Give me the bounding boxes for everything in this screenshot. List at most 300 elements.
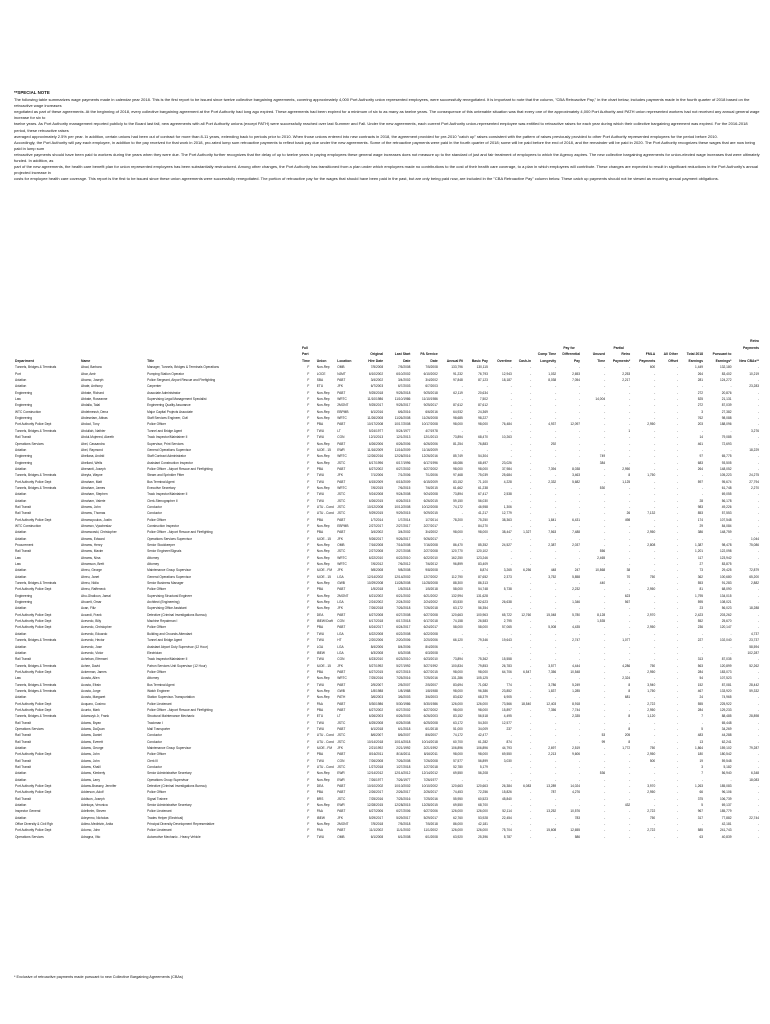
- table-cell: -: [604, 688, 606, 693]
- table-cell: -: [530, 574, 532, 579]
- table-cell: -: [701, 631, 704, 636]
- table-cell: 2/24/2002: [396, 600, 411, 605]
- table-cell: 6/27/2002: [396, 707, 411, 712]
- table-cell: -: [654, 739, 656, 744]
- table-cell: Adams, John: [81, 758, 100, 763]
- table-cell: 3,970: [647, 784, 656, 789]
- table-cell: PABT: [337, 479, 346, 484]
- table-cell: -: [604, 422, 606, 427]
- table-cell: 120,770: [451, 549, 463, 554]
- table-cell: Acevedo, Victor: [81, 650, 104, 655]
- table-cell: Machine Repairman I: [147, 619, 178, 624]
- table-cell: -: [676, 568, 678, 573]
- table-cell: -: [604, 828, 606, 833]
- table-cell: CON: [337, 758, 345, 763]
- table-cell: F: [307, 644, 310, 649]
- table-cell: F: [307, 485, 310, 490]
- table-cell: JSTC: [337, 765, 346, 770]
- table-cell: -: [629, 492, 631, 497]
- table-cell: 66,120: [453, 638, 463, 643]
- table-cell: Abbate, Richard: [81, 390, 104, 395]
- table-cell: 74,172: [453, 504, 463, 509]
- table-cell: -: [530, 441, 532, 446]
- table-cell: 762: [697, 416, 704, 421]
- table-cell: 23,852: [502, 688, 512, 693]
- table-cell: 9/26/2017: [423, 536, 438, 541]
- table-cell: F: [307, 409, 310, 414]
- table-cell: -: [510, 536, 512, 541]
- table-cell: Port Authority Police Dept: [15, 752, 52, 757]
- table-cell: 83,409: [478, 562, 488, 567]
- table-cell: Police Officer: [147, 669, 166, 674]
- table-cell: 8/4/2006: [370, 644, 384, 649]
- table-cell: -: [629, 796, 631, 801]
- table-cell: -: [555, 631, 557, 636]
- table-cell: -: [530, 416, 532, 421]
- table-cell: -: [654, 600, 656, 605]
- table-cell: -: [654, 562, 656, 567]
- table-cell: TWU: [316, 435, 325, 440]
- table-cell: Adderson, Adolf: [81, 790, 104, 795]
- table-cell: 3/4/2002: [398, 530, 411, 535]
- table-cell: 133,796: [451, 365, 463, 370]
- table-cell: 28: [699, 498, 704, 503]
- table-cell: -: [530, 815, 532, 820]
- table-cell: 10,263: [502, 435, 512, 440]
- table-cell: -: [530, 771, 532, 776]
- table-cell: 10/12/2008: [421, 504, 438, 509]
- table-cell: 2MONT: [337, 593, 349, 598]
- table-cell: JFK: [337, 663, 343, 668]
- table-cell: 3/6/2003: [398, 695, 411, 700]
- table-cell: -: [757, 669, 759, 674]
- table-cell: 102,287: [747, 650, 759, 655]
- table-cell: PAA: [316, 809, 323, 814]
- table-cell: F: [307, 612, 310, 617]
- table-cell: Engineering: [15, 460, 33, 465]
- table-cell: -: [629, 555, 631, 560]
- table-cell: 9/26/2017: [368, 536, 384, 541]
- table-cell: 3,786: [548, 682, 557, 687]
- table-cell: 6,083: [523, 784, 532, 789]
- table-cell: -: [530, 809, 532, 814]
- special-note-line: twelve years. As Port Authority management reported publicly to the Board last fall, new agreements with all Port Authority unions (except PATH) were successfully reached over last Summer and Fall. Under the new agreements, each current Port Authority union-represented employee was entitled to retroactive raises for each year during which their collective bargaining agreement was expired. For the 2016-2018 period, these retroactive raises: [14, 121, 748, 133]
- table-cell: -: [654, 568, 656, 573]
- table-cell: Aviation: [15, 815, 27, 820]
- table-cell: -: [604, 600, 606, 605]
- table-cell: 2,722: [647, 809, 656, 814]
- table-cell: PABT: [337, 612, 346, 617]
- table-cell: 56,208: [478, 771, 488, 776]
- table-cell: -: [676, 428, 678, 433]
- table-cell: JSTC: [337, 549, 346, 554]
- table-cell: 5/24/1977: [368, 428, 384, 433]
- table-cell: F: [307, 435, 310, 440]
- table-cell: Port Authority Police Dept: [15, 619, 52, 624]
- special-note-line: Accordingly, the Port Authority will pay each employee, in addition to the pay received for that work in 2018, pro-rated lump sum retroactive payments to reflect back pay due under the new agreements. Some of the retroactive payments were paid in the fourth quarter of 2018; some will be paid before the end of 2018, and the remainder will be paid in 2020. The Port Authority recognizes these wages that are now being paid in lump sum: [14, 139, 755, 151]
- table-cell: 2/5/2007: [425, 682, 438, 687]
- table-cell: 10/10/2002: [421, 784, 438, 789]
- table-cell: -: [530, 625, 532, 630]
- table-cell: 9/8/2008: [398, 568, 411, 573]
- table-cell: 783: [574, 815, 581, 820]
- table-cell: 2,950: [647, 707, 656, 712]
- table-cell: 56,518: [478, 714, 488, 719]
- table-cell: -: [604, 834, 606, 839]
- table-cell: 10/10/2002: [394, 784, 411, 789]
- table-cell: -: [757, 752, 759, 757]
- table-cell: Aviation: [15, 384, 27, 389]
- table-cell: CON: [337, 657, 345, 662]
- table-cell: 11/28/2008: [422, 581, 438, 586]
- table-cell: JFK: [337, 746, 343, 750]
- table-cell: 4,937: [548, 422, 557, 427]
- table-cell: -: [701, 485, 704, 490]
- table-cell: 162,250: [451, 555, 463, 560]
- table-cell: 87,612: [478, 403, 488, 408]
- table-cell: Adams, Daniel: [81, 733, 102, 738]
- table-cell: F: [307, 809, 310, 814]
- table-cell: PABT: [337, 701, 346, 706]
- table-cell: 24,275: [749, 473, 759, 478]
- table-cell: -: [676, 695, 678, 700]
- table-cell: 10,576: [570, 809, 581, 814]
- table-cell: Pumping Station Operator: [147, 371, 184, 376]
- table-cell: Rail Transit: [15, 765, 31, 770]
- table-cell: -: [757, 517, 759, 522]
- table-cell: 15,558: [502, 657, 512, 662]
- table-cell: -: [629, 834, 631, 839]
- table-cell: -: [604, 530, 606, 535]
- table-cell: -: [676, 752, 678, 757]
- table-cell: F: [307, 498, 310, 503]
- table-cell: 2/20/2006: [368, 638, 384, 643]
- header-differential: Differential: [562, 352, 581, 357]
- table-cell: Abdullah, Nathier: [81, 428, 106, 433]
- table-cell: Police Officer: [147, 517, 166, 522]
- table-cell: -: [579, 720, 581, 725]
- table-cell: 18,540: [521, 701, 532, 706]
- table-cell: -: [604, 809, 606, 814]
- table-cell: 19: [699, 758, 704, 763]
- table-cell: -: [530, 428, 532, 433]
- table-cell: JSTC: [337, 504, 346, 509]
- table-cell: -: [510, 733, 512, 738]
- table-cell: Port Authority Police Dept: [15, 587, 52, 592]
- table-cell: Tunnels, Bridges & Terminals: [15, 428, 57, 433]
- table-cell: -: [757, 562, 759, 567]
- table-cell: 11/10/1986: [394, 397, 411, 402]
- table-cell: Non-Rep: [316, 555, 330, 560]
- table-cell: Abuzeit, Omar: [81, 600, 102, 605]
- table-cell: 6/10/2002: [396, 371, 411, 376]
- table-cell: -: [629, 707, 631, 712]
- table-cell: 51,000: [453, 726, 463, 731]
- table-cell: 105,223: [719, 473, 732, 478]
- table-cell: F: [307, 403, 310, 408]
- table-cell: -: [654, 650, 656, 655]
- table-cell: 7/16/2008: [396, 543, 411, 547]
- table-cell: 7/6/2012: [370, 562, 384, 567]
- table-cell: 203,262: [719, 612, 732, 617]
- table-cell: 585: [697, 828, 704, 833]
- table-cell: 23,026: [502, 460, 512, 465]
- table-cell: 3/6/2003: [370, 695, 384, 700]
- table-cell: Abellana, Andrid: [81, 454, 105, 459]
- table-cell: 8/4/2006: [425, 644, 438, 649]
- header-all-other: All Other: [663, 352, 678, 357]
- table-cell: Senior Stockkeeper: [147, 543, 175, 547]
- table-cell: -: [530, 746, 532, 750]
- table-cell: -: [654, 447, 656, 452]
- table-cell: -: [579, 581, 581, 586]
- table-cell: -: [676, 638, 678, 643]
- table-cell: 97,848: [453, 378, 463, 383]
- table-cell: 6/26/2003: [396, 714, 411, 719]
- table-cell: TWU: [316, 657, 325, 662]
- table-cell: 12/28/2015: [367, 803, 384, 808]
- table-cell: 131,286: [451, 676, 463, 681]
- table-cell: 10/14/2018: [367, 739, 384, 744]
- table-cell: -: [676, 441, 678, 446]
- table-cell: 6/27/2002: [423, 707, 438, 712]
- table-cell: WRTC: [337, 555, 347, 560]
- table-cell: -: [629, 403, 631, 408]
- table-cell: TWU: [316, 682, 325, 687]
- table-cell: -: [654, 765, 656, 770]
- table-cell: F: [307, 701, 310, 706]
- table-cell: Abdelmessh, Dena: [81, 409, 108, 414]
- table-cell: Tunnels, Bridges & Terminals: [15, 365, 57, 370]
- table-cell: PABT: [337, 378, 346, 383]
- table-cell: -: [555, 739, 557, 744]
- table-cell: 44,288: [721, 733, 732, 738]
- table-cell: 10/12/2008: [394, 504, 411, 509]
- table-cell: -: [555, 365, 557, 370]
- table-cell: 5/27/1992: [423, 663, 438, 668]
- table-cell: F: [307, 511, 310, 516]
- header-part: Part: [301, 352, 309, 357]
- table-cell: LT: [337, 714, 341, 719]
- table-cell: 2,882: [751, 581, 759, 586]
- table-cell: TWU: [316, 479, 325, 484]
- table-cell: -: [530, 466, 532, 471]
- table-cell: 85,352: [478, 543, 488, 547]
- table-cell: Abramson, Brett: [81, 562, 105, 567]
- table-cell: 2,232: [572, 587, 581, 592]
- table-cell: -: [510, 765, 512, 770]
- table-cell: 7/16/2008: [423, 543, 438, 547]
- table-cell: PATH: [337, 695, 346, 700]
- table-cell: PBA: [316, 790, 324, 795]
- table-cell: F: [307, 796, 310, 801]
- table-cell: -: [757, 676, 759, 681]
- table-cell: F: [307, 606, 310, 611]
- table-cell: Rail Transit: [15, 511, 31, 516]
- table-cell: 362: [697, 574, 704, 579]
- table-cell: 83,875: [721, 562, 732, 567]
- table-cell: 123,246: [476, 555, 488, 560]
- table-cell: -: [676, 466, 678, 471]
- special-note-line: The following table summarizes wage payments made in calendar year 2018. This is the first report to be issued since twelve collective bargaining agreements, covering approximately 4,000 Port Authority union represented employees, were successfully renegotiated. It is important to note that the column, "CBA Retroactive Pay," in the chart below, includes payments made in the fourth quarter of 2018 based on the retroactive wage increases: [14, 97, 750, 109]
- table-cell: 46,958: [478, 504, 488, 509]
- table-cell: 6,348: [751, 771, 759, 776]
- table-cell: Abellard, Wells: [81, 460, 103, 465]
- table-cell: 1/5/2018: [398, 587, 411, 592]
- table-cell: Abate, Anthony: [81, 384, 103, 389]
- table-cell: 2,950: [647, 790, 656, 795]
- table-cell: Engineering: [15, 454, 33, 459]
- table-cell: 7/5/2018: [370, 822, 384, 827]
- table-cell: -: [676, 543, 678, 547]
- table-cell: 62,760: [453, 815, 463, 820]
- table-cell: 100,680: [719, 574, 732, 579]
- table-cell: -: [757, 739, 759, 744]
- table-cell: 25,396: [478, 834, 488, 839]
- table-cell: Adragna, Vito: [81, 834, 101, 839]
- table-cell: CON: [337, 619, 345, 624]
- table-cell: 11/10/1986: [367, 397, 384, 402]
- table-cell: -: [629, 612, 631, 617]
- table-cell: 68,497: [478, 460, 488, 465]
- table-cell: 2,270: [751, 485, 759, 490]
- table-cell: -: [676, 701, 678, 706]
- table-cell: 79,085: [721, 435, 732, 440]
- table-cell: IBEW: [316, 815, 325, 820]
- table-cell: 3/4/2002: [425, 378, 438, 383]
- table-cell: PBA: [316, 530, 324, 535]
- table-cell: 86,313: [478, 581, 488, 586]
- table-cell: Police Officer: [147, 625, 166, 630]
- table-cell: -: [461, 384, 463, 389]
- table-cell: Adelhelm, Steven: [81, 809, 107, 814]
- table-cell: 73,894: [453, 492, 463, 497]
- table-cell: -: [629, 441, 631, 446]
- table-cell: -: [629, 828, 631, 833]
- table-cell: 5/30/1986: [423, 701, 438, 706]
- table-cell: 12/26/2016: [367, 454, 384, 459]
- table-cell: -: [604, 365, 606, 370]
- table-cell: -: [629, 815, 631, 820]
- table-cell: 6/22/2010: [396, 555, 411, 560]
- table-cell: 112,790: [451, 574, 463, 579]
- table-cell: Adams, Kimberly: [81, 771, 106, 776]
- table-cell: Port Authority Police Dept: [15, 669, 52, 674]
- table-cell: -: [530, 657, 532, 662]
- table-cell: Non-Rep: [316, 695, 330, 700]
- table-cell: -: [579, 441, 581, 446]
- table-cell: 69,550: [453, 803, 463, 808]
- header-union: Union: [316, 358, 327, 363]
- table-cell: 440: [599, 581, 606, 586]
- table-cell: 1,032: [548, 371, 557, 376]
- table-cell: -: [757, 530, 759, 535]
- special-note-line: part of the new agreements, the health care benefit plan for union represented employees has been substantially restructured. Among other changes, the Port Authority has transitioned from a plan under which employees made no contributions to the cost of their health care coverage, to a plan in which employees will contribute. These changes are expected to result in significant reductions in the Port Authority's annual projected increase in: [14, 164, 759, 176]
- table-cell: -: [555, 600, 557, 605]
- table-cell: -: [555, 523, 557, 528]
- table-cell: 63,172: [453, 720, 463, 725]
- table-cell: Police Lieutenant: [147, 828, 172, 833]
- table-cell: 86,000: [453, 822, 463, 827]
- table-cell: 7/25/2016: [368, 796, 384, 801]
- table-cell: 67,417: [478, 492, 488, 497]
- table-cell: 56,023: [721, 606, 732, 611]
- table-cell: F: [307, 669, 310, 674]
- table-cell: 597: [697, 479, 704, 484]
- header-department: Department: [15, 358, 34, 363]
- table-cell: -: [579, 460, 581, 465]
- table-cell: 1,841: [548, 517, 557, 522]
- table-body: [14, 364, 760, 840]
- table-cell: 6/27/2008: [423, 612, 438, 617]
- table-cell: F: [307, 378, 310, 383]
- table-cell: PAA: [316, 701, 323, 706]
- table-cell: 9/24/2008: [423, 492, 438, 497]
- table-cell: 75,362: [478, 657, 488, 662]
- table-cell: Non-Rep: [316, 822, 330, 827]
- table-cell: 98,000: [478, 466, 488, 471]
- table-cell: 88,485: [721, 714, 732, 719]
- table-cell: 86,470: [453, 543, 463, 547]
- table-cell: 22,454: [502, 815, 512, 820]
- table-cell: -: [510, 390, 512, 395]
- table-cell: PABT: [337, 752, 346, 757]
- table-cell: F: [307, 625, 310, 630]
- header-time2: Time: [597, 358, 606, 363]
- table-cell: -: [579, 555, 581, 560]
- table-cell: Rail Transit: [15, 549, 31, 554]
- table-cell: 27,382: [721, 409, 732, 414]
- table-cell: 71,100: [478, 479, 488, 484]
- table-cell: 1/8/1988: [425, 688, 438, 693]
- table-cell: EWR: [337, 447, 345, 452]
- table-cell: 3,276: [751, 428, 759, 433]
- table-cell: 2/24/2002: [423, 600, 438, 605]
- table-cell: IUOE - 15: [316, 663, 331, 668]
- table-cell: 6/17/1996: [368, 460, 384, 465]
- table-cell: -: [579, 765, 581, 770]
- table-cell: Track Inspector/Maintainer II: [147, 492, 188, 497]
- table-cell: 6/26/2003: [368, 714, 384, 719]
- table-cell: -: [579, 803, 581, 808]
- table-cell: Tunnel and Bridge Agent: [147, 428, 183, 433]
- table-cell: Manager, Tunnels, Bridges & Terminals Operations: [147, 365, 219, 370]
- table-cell: 750: [649, 663, 656, 668]
- table-cell: Police Sergeant, Airport Rescue and Firefighting: [147, 378, 216, 383]
- table-cell: Abramov, Vyacheslav: [81, 523, 112, 528]
- table-cell: Non-Rep: [316, 543, 330, 547]
- table-cell: F: [307, 416, 310, 421]
- table-cell: -: [676, 536, 678, 541]
- table-cell: -: [579, 511, 581, 516]
- table-cell: F: [307, 726, 310, 731]
- table-cell: Tunnel and Bridge Agent: [147, 638, 183, 643]
- table-cell: 74,172: [453, 733, 463, 738]
- table-cell: 6/25/2008: [423, 720, 438, 725]
- footnote: * Exclusive of retroactive payments made pursuant to new Collective Bargaining Agreements (CBAs): [14, 975, 184, 979]
- table-cell: -: [555, 638, 557, 643]
- table-cell: Port Authority Police Dept: [15, 707, 52, 712]
- table-cell: 6/27/2002: [368, 466, 384, 471]
- table-cell: 107,523: [719, 676, 732, 681]
- table-cell: 2,324: [622, 676, 631, 681]
- table-cell: Acevedo, Billy: [81, 619, 102, 624]
- table-cell: 6/26/2015: [368, 498, 384, 503]
- table-cell: 555: [697, 701, 704, 706]
- table-cell: Aviation: [15, 771, 27, 776]
- table-cell: -: [629, 720, 631, 725]
- table-cell: 98,000: [453, 422, 463, 427]
